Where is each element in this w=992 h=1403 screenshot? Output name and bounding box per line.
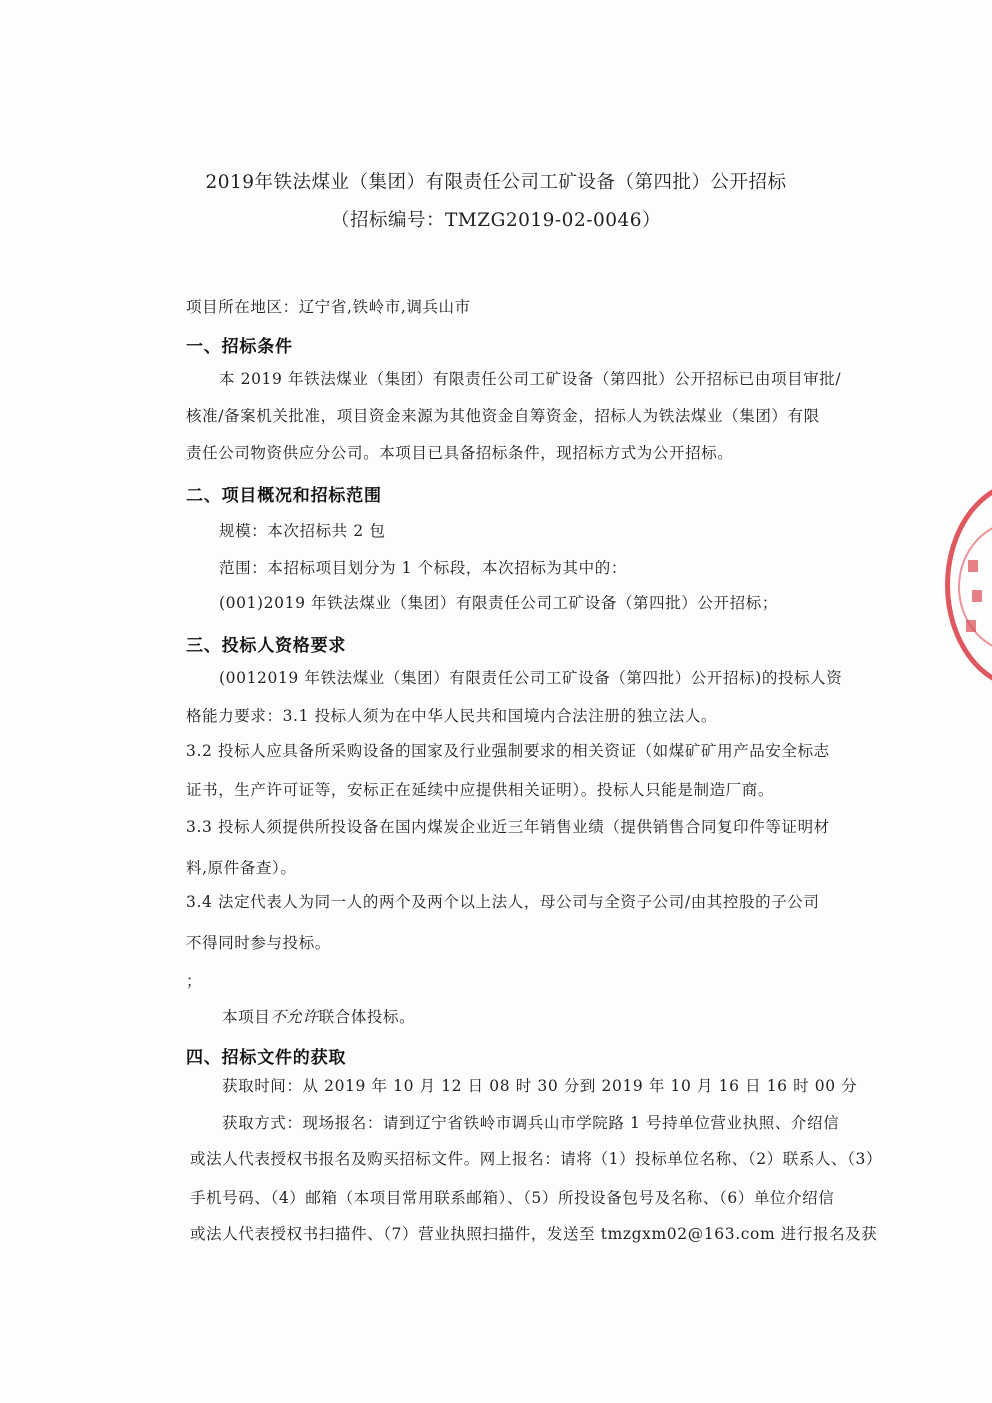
consortium-prefix: 本项目 [222, 1008, 271, 1026]
paragraph-line: 3.3 投标人须提供所投设备在国内煤炭企业近三年销售业绩（提供销售合同复印件等证明材 [186, 818, 830, 836]
paragraph-line: 规模：本次招标共 2 包 [219, 522, 386, 540]
paragraph-line: 不得同时参与投标。 [186, 934, 331, 952]
paragraph-line: 或法人代表授权书报名及购买招标文件。网上报名：请将（1）投标单位名称、（2）联系人、（3） [190, 1150, 883, 1168]
consortium-statement [222, 1005, 415, 1027]
paragraph-line: 获取方式：现场报名：请到辽宁省铁岭市调兵山市学院路 1 号持单位营业执照、介绍信 [222, 1114, 840, 1132]
paragraph-line: ； [186, 972, 203, 990]
paragraph-line: 料,原件备查）。 [186, 859, 297, 877]
section-heading-overview: 二、项目概况和招标范围 [186, 486, 382, 506]
paragraph-line: 证书，生产许可证等，安标正在延续中应提供相关证明）。投标人只能是制造厂商。 [186, 781, 774, 799]
seal-character [968, 560, 978, 572]
document-subtitle: （招标编号：TMZG2019-02-0046） [330, 210, 662, 231]
project-location: 项目所在地区：辽宁省,铁岭市,调兵山市 [186, 298, 471, 316]
paragraph-line: (0012019 年铁法煤业（集团）有限责任公司工矿设备（第四批）公开招标)的投标人资 [219, 669, 843, 687]
seal-character [966, 620, 976, 632]
paragraph-line: 3.4 法定代表人为同一人的两个及两个以上法人，母公司与全资子公司/由其控股的子公司 [186, 893, 820, 911]
consortium-suffix: 联合体投标。 [318, 1008, 416, 1026]
section-heading-documents: 四、招标文件的获取 [186, 1048, 347, 1068]
document-title: 2019年铁法煤业（集团）有限责任公司工矿设备（第四批）公开招标 [205, 172, 787, 193]
paragraph-line: 或法人代表授权书扫描件、（7）营业执照扫描件，发送至 tmzgxm02@163.com 进行报名及获 [190, 1225, 878, 1243]
paragraph-line: 责任公司物资供应分公司。本项目已具备招标条件，现招标方式为公开招标。 [186, 444, 734, 462]
paragraph-line: 范围：本招标项目划分为 1 个标段，本次招标为其中的： [219, 559, 627, 577]
section-heading-conditions: 一、招标条件 [186, 337, 293, 357]
seal-character [972, 590, 982, 602]
paragraph-line: 手机号码、（4）邮箱（本项目常用联系邮箱）、（5）所投设备包号及名称、（6）单位介绍信 [190, 1189, 835, 1207]
paragraph-line: 3.2 投标人应具备所采购设备的国家及行业强制要求的相关资证（如煤矿矿用产品安全标志 [186, 742, 830, 760]
section-heading-qualifications: 三、投标人资格要求 [186, 636, 347, 656]
paragraph-line: 格能力要求：3.1 投标人须为在中华人民共和国境内合法注册的独立法人。 [186, 707, 718, 725]
paragraph-line: 本 2019 年铁法煤业（集团）有限责任公司工矿设备（第四批）公开招标已由项目审批/ [219, 370, 842, 388]
paragraph-line: 获取时间：从 2019 年 10 月 12 日 08 时 30 分到 2019 年 10 月 16 日 16 时 00 分 [222, 1077, 858, 1095]
paragraph-line: (001)2019 年铁法煤业（集团）有限责任公司工矿设备（第四批）公开招标； [219, 594, 778, 612]
consortium-italic: 不允许 [270, 1008, 319, 1026]
paragraph-line: 核准/备案机关批准，项目资金来源为其他资金自筹资金，招标人为铁法煤业（集团）有限 [186, 407, 820, 425]
